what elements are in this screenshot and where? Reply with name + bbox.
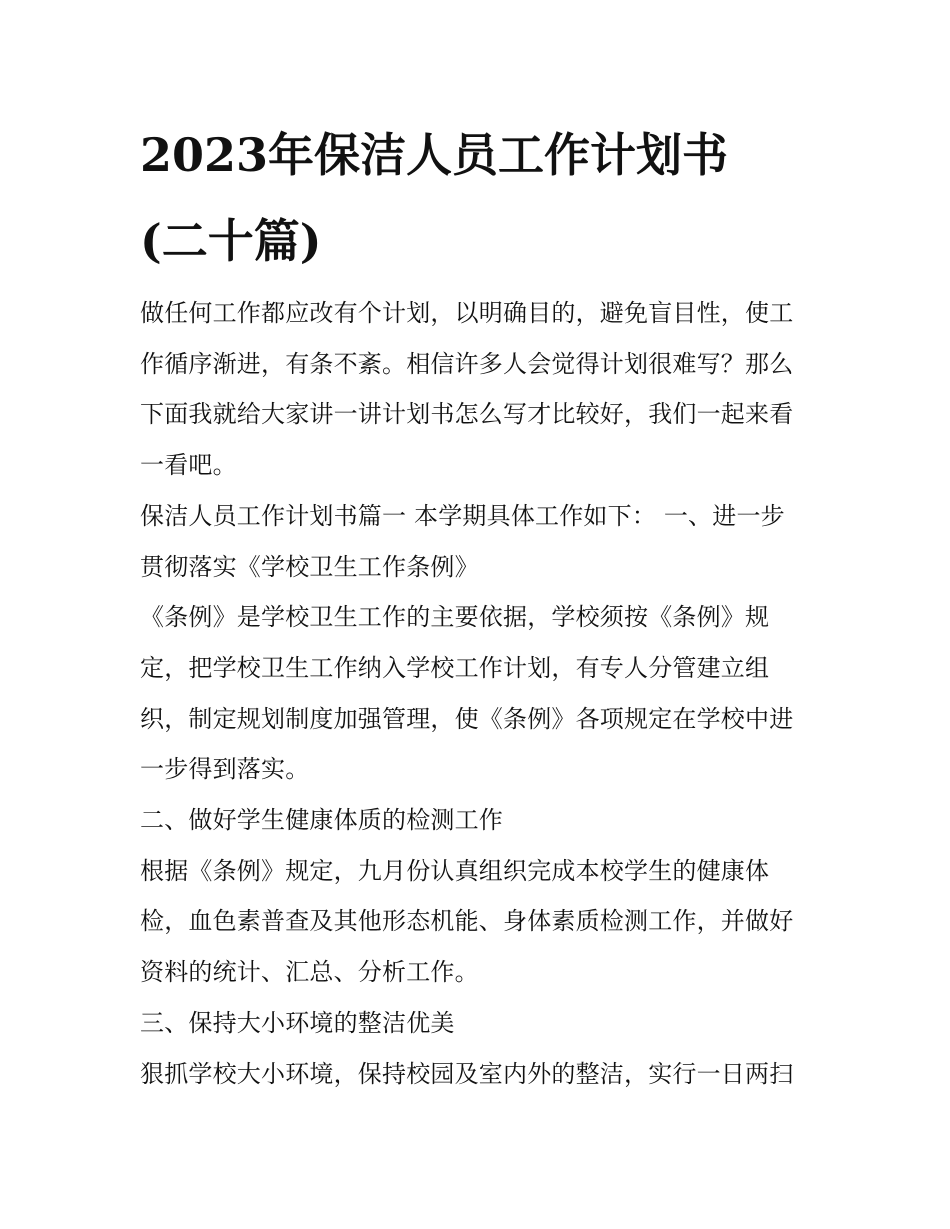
paragraph — [140, 795, 812, 846]
document-body — [140, 288, 812, 1099]
paragraph-line: 保洁人员工作计划书篇一 本学期具体工作如下： 一、进一步 — [140, 501, 785, 530]
paragraph — [140, 592, 812, 795]
paragraph-line: 狠抓学校大小环境，保持校园及室内外的整洁，实行一日两扫 — [140, 1059, 794, 1088]
paragraph-line: 资料的统计、汇总、分析工作。 — [140, 958, 479, 987]
paragraph-line: 根据《条例》规定，九月份认真组织完成本校学生的健康体 — [140, 856, 770, 885]
title-line-2: (二十篇) — [140, 214, 322, 268]
document-page — [140, 112, 812, 1099]
paragraph — [140, 1049, 812, 1100]
paragraph-line: 三、保持大小环境的整洁优美 — [140, 1008, 455, 1037]
paragraph-line: 贯彻落实《学校卫生工作条例》 — [140, 552, 479, 581]
paragraph-line: 一步得到落实。 — [140, 755, 310, 784]
paragraph-line: 《条例》是学校卫生工作的主要依据，学校须按《条例》规 — [140, 603, 770, 632]
paragraph — [140, 491, 812, 592]
paragraph — [140, 998, 812, 1049]
paragraph — [140, 288, 812, 491]
paragraph-line: 检，血色素普查及其他形态机能、身体素质检测工作，并做好 — [140, 907, 794, 936]
paragraph-line: 下面我就给大家讲一讲计划书怎么写才比较好，我们一起来看 — [140, 400, 794, 429]
paragraph — [140, 846, 812, 998]
paragraph-line: 织，制定规划制度加强管理，使《条例》各项规定在学校中进 — [140, 704, 794, 733]
paragraph-line: 作循序渐进，有条不紊。相信许多人会觉得计划很难写？那么 — [140, 349, 794, 378]
document-title — [140, 112, 812, 284]
paragraph-line: 做任何工作都应改有个计划，以明确目的，避免盲目性，使工 — [140, 299, 794, 327]
paragraph-line: 定，把学校卫生工作纳入学校工作计划，有专人分管建立组 — [140, 653, 770, 682]
title-line-1: 2023年保洁人员工作计划书 — [140, 128, 729, 182]
paragraph-line: 一看吧。 — [140, 451, 237, 480]
paragraph-line: 二、做好学生健康体质的检测工作 — [140, 806, 503, 835]
